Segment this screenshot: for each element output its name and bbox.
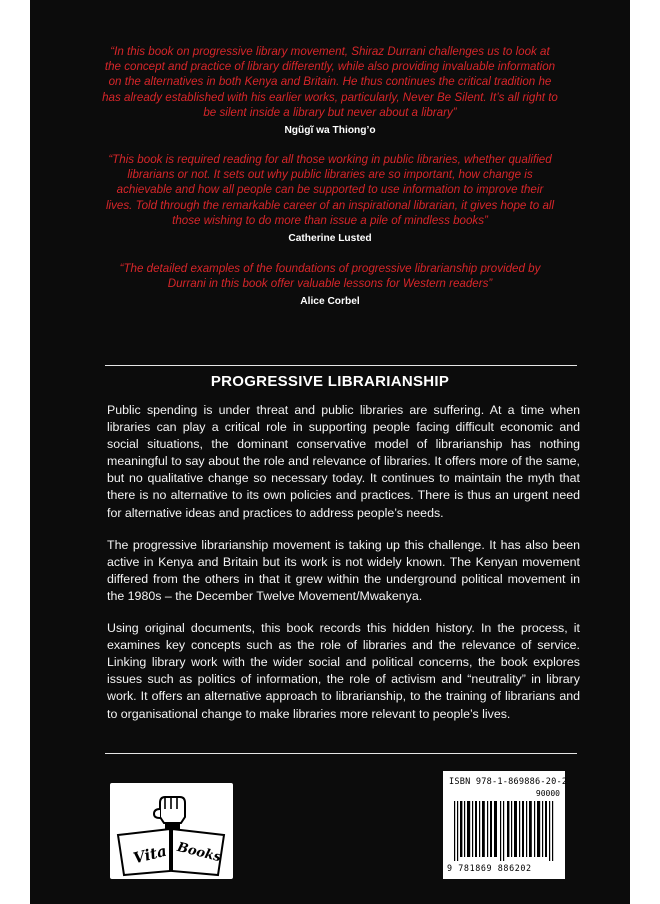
- quote-2-text: “This book is required reading for all those working in public libraries, whether qualified librarians or not. It sets out why public libraries are so important, how change is achievable and how all people can be supported to use information to improve their lives. Told through the remarkable career of an inspirational librarian, it gives hope to all those wishing to do more than issue a pile of mindless books”: [105, 153, 555, 227]
- description-paragraph-3: Using original documents, this book records this hidden history. In the process, it examines key concepts such as the role of libraries and the relevance of service. Linking library work with the wider social and political concerns, the book explores issues such as politics of information, the role of activism and “neutrality” in library work. It offers an alternative approach to librarianship, to the training of librarians and to organisational change to make libraries more relevant to people’s lives.: [107, 621, 580, 721]
- section-title: PROGRESSIVE LIBRARIANSHIP: [210, 373, 450, 390]
- raised-fist-icon: [154, 797, 185, 831]
- quote-1-author: Ngũgĩ wa Thiong’o: [284, 125, 376, 137]
- quote-1-text: “In this book on progressive library movement, Shiraz Durrani challenges us to look at the concept and practice of library differently, while also providing invaluable information on the alternatives in both Kenya and Britain. He thus continues the critical tradition he has already established with his earlier works, particularly, Never Be Silent. It’s all right to be silent inside a library but never about a library”: [102, 45, 558, 119]
- logo-word-1: Vita: [131, 841, 169, 868]
- description-paragraph-2: The progressive librarianship movement is taking up this challenge. It has also been active in Kenya and Britain but its work is not widely known. The Kenyan movement differed from the others in that it grew within the underground political movement in the 1980s – the December Twelve Movement/Mwakenya.: [107, 537, 580, 603]
- divider-top: [105, 365, 577, 366]
- isbn-label: ISBN 978-1-869886-20-2: [449, 777, 568, 787]
- back-cover: [30, 0, 630, 904]
- quote-3-author: Alice Corbel: [300, 296, 360, 308]
- logo-word-2: Books: [175, 839, 223, 866]
- barcode: [443, 771, 568, 879]
- price-code: 90000: [535, 789, 560, 798]
- ean-number: 9 781869 886202: [447, 863, 532, 873]
- publisher-logo: [110, 783, 233, 879]
- divider-bottom: [105, 753, 577, 754]
- description-paragraph-1: Public spending is under threat and public libraries are suffering. At a time when libraries can play a critical role in supporting people facing difficult economic and social situations, the dominant conservative model of librarianship has nothing meaningful to say about the role and relevance of libraries. It offers more of the same, but no qualitative change so necessary today. It continues to maintain the myth that there is no alternative to its own policies and practices. There is thus an urgent need for alternative ideas and practices to address people’s needs.: [107, 403, 580, 520]
- barcode-bars: [450, 801, 558, 861]
- endorsements: [30, 44, 630, 307]
- description: [107, 402, 580, 723]
- quote-3-text: “The detailed examples of the foundations of progressive librarianship provided by Durrani in this book offer valuable lessons for Western readers”: [119, 262, 541, 291]
- quote-2-author: Catherine Lusted: [288, 233, 372, 245]
